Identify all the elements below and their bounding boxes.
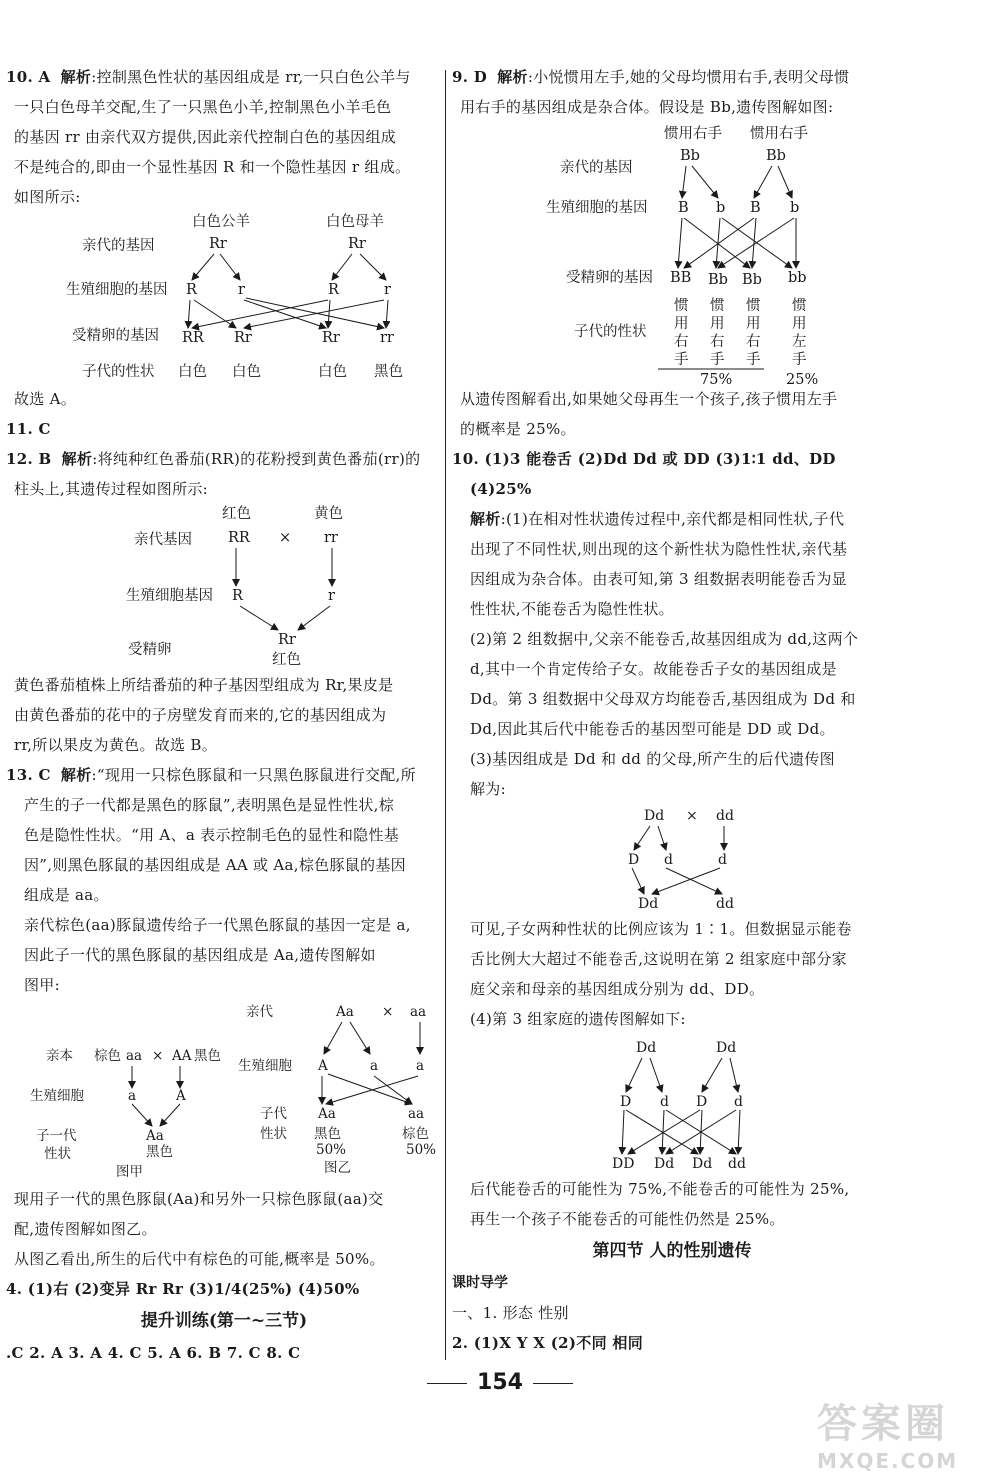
row-label: 生殖细胞	[238, 1058, 292, 1074]
zygote-trait: 红色	[272, 652, 301, 668]
text-line: 的基因 rr 由亲代双方提供,因此亲代控制白色的基因组成	[14, 128, 397, 146]
zygote-trait: 棕色	[402, 1126, 429, 1142]
figure-caption: 图乙	[324, 1160, 351, 1176]
zygote: dd	[728, 1156, 746, 1172]
left-column	[6, 62, 442, 1368]
gamete: A	[176, 1088, 186, 1104]
gamete: R	[186, 282, 197, 298]
parent1-genotype: Dd	[644, 808, 665, 824]
subsection-title: 课时导学	[452, 1275, 508, 1291]
text-line: 控制黑色性状的基因组成是 rr,一只白色公羊与	[96, 68, 411, 86]
text-line: (2)第 2 组数据中,父亲不能卷舌,故基因组成为 dd,这两个	[470, 630, 859, 648]
yellow-label: 黄色	[314, 506, 343, 522]
text-line: 庭父亲和母亲的基因组成分别为 dd、DD。	[470, 980, 765, 998]
parent2-genotype: AA	[172, 1048, 192, 1064]
tongue-rolling-diagram-2	[452, 1034, 892, 1174]
guinea-pig-diagrams	[6, 1000, 442, 1184]
text-line: (3)基因组成是 Dd 和 dd 的父母,所产生的后代遗传图	[470, 750, 835, 768]
answer-line: 2. (1)X Y X (2)不同 相同	[452, 1334, 644, 1352]
trait-column	[710, 297, 725, 368]
answer-row: .C 2. A 3. A 4. C 5. A 6. B 7. C 8. C	[6, 1344, 301, 1362]
text-line: 因此子一代的黑色豚鼠的基因组成是 Aa,遗传图解如	[24, 946, 376, 964]
zygote: Bb	[742, 272, 762, 288]
analysis-label: 解析	[61, 450, 93, 468]
analysis-label: 解析	[497, 68, 528, 86]
cross-arrows	[188, 254, 388, 328]
q13-line: 13. C 解析:“现用一只棕色豚鼠和一只黑色豚鼠进行交配,所	[6, 766, 416, 784]
row-label: 性状	[260, 1126, 287, 1142]
text-line: 如图所示:	[14, 188, 81, 206]
percent-label: 25%	[786, 372, 819, 384]
zygote: Rr	[322, 330, 340, 346]
parent2-trait: 黑色	[194, 1048, 221, 1064]
zygote-percent: 50%	[316, 1142, 347, 1158]
row-label: 亲代基因	[134, 532, 192, 548]
text-line: 解为:	[470, 780, 506, 798]
text-line: 柱头上,其遗传过程如图所示:	[14, 480, 209, 498]
answer-line: 一、1. 形态 性别	[452, 1304, 569, 1322]
cross-symbol: ×	[382, 1004, 394, 1020]
gamete: a	[416, 1058, 425, 1074]
text-line: 黄色番茄植株上所结番茄的种子基因型组成为 Rr,果皮是	[14, 676, 394, 694]
zygote: BB	[670, 270, 692, 286]
cross-symbol: ×	[279, 530, 292, 546]
row-label: 子代的性状	[82, 364, 155, 380]
cross-symbol: ×	[686, 808, 698, 824]
zygote: Rr	[278, 632, 296, 648]
trait: 黑色	[374, 364, 403, 380]
tomato-genetic-diagram	[6, 504, 442, 670]
text-line: 出现了不同性状,则出现的这个新性状为隐性性状,亲代基	[470, 540, 848, 558]
row-label: 亲代	[246, 1004, 273, 1020]
watermark-text: 答案圈	[817, 1401, 949, 1447]
parent1-genotype: Bb	[680, 148, 700, 164]
gamete: R	[328, 282, 339, 298]
text-line: 现用子一代的黑色豚鼠(Aa)和另外一只棕色豚鼠(aa)交	[14, 1190, 384, 1208]
gamete: A	[318, 1058, 328, 1074]
text-line: Dd。第 3 组数据中父母双方均能卷舌,基因组成为 Dd 和	[470, 690, 856, 708]
gamete: r	[328, 588, 335, 604]
zygote: DD	[612, 1156, 635, 1172]
text-line: 组成是 aa。	[24, 886, 109, 904]
parent1-trait: 棕色	[94, 1048, 121, 1064]
parent1-genotype: aa	[126, 1048, 143, 1064]
zygote: RR	[182, 330, 204, 346]
female-label: 白色母羊	[326, 214, 384, 230]
trait-char: 手	[674, 352, 689, 368]
q11-answer: 11. C	[6, 420, 51, 438]
text-line: “现用一只棕色豚鼠和一只黑色豚鼠进行交配,所	[96, 766, 416, 784]
text-line: 一只白色母羊交配,生了一只黑色小羊,控制黑色小羊毛色	[14, 98, 392, 116]
cross-arrows	[632, 826, 724, 894]
cross-arrows	[132, 1066, 180, 1126]
text-line: 因组成为杂合体。由表可知,第 3 组数据表明能卷舌为显	[470, 570, 847, 588]
text-line: Dd,因此其后代中能卷舌的基因型可能是 DD 或 Dd。	[470, 720, 835, 738]
q10-analysis-line	[452, 504, 892, 534]
parent1-genotype: Aa	[336, 1004, 354, 1020]
trait-char: 右	[710, 334, 725, 350]
row-label: 性状	[44, 1146, 71, 1162]
text-line: 小悦惯用左手,她的父母均惯用右手,表明父母惯	[533, 68, 850, 86]
gamete: d	[664, 852, 673, 868]
trait-column	[792, 297, 807, 368]
gamete: d	[660, 1094, 669, 1110]
gamete: d	[718, 852, 727, 868]
zygote: rr	[380, 330, 394, 346]
row-label: 亲代的基因	[560, 160, 633, 176]
parent1-genotype: Rr	[209, 236, 227, 252]
text-line: 色是隐性性状。“用 A、a 表示控制毛色的显性和隐性基	[24, 826, 400, 844]
gamete: d	[734, 1094, 743, 1110]
q10-head: 10. A	[6, 68, 51, 86]
row-label: 子代	[260, 1106, 287, 1122]
text-line: 由黄色番茄的花中的子房壁发育而来的,它的基因组成为	[14, 706, 387, 724]
text-line: 性性状,不能卷舌为隐性性状。	[470, 600, 674, 618]
q13-head: 13. C	[6, 766, 51, 784]
parent2-genotype: Dd	[716, 1040, 737, 1056]
right-column	[452, 62, 892, 1358]
zygote: Bb	[708, 272, 728, 288]
row-label: 受精卵	[128, 642, 172, 658]
q10-answer-cont: (4)25%	[470, 480, 532, 498]
zygote: Dd	[692, 1156, 713, 1172]
gamete: D	[628, 852, 640, 868]
zygote-trait: 黑色	[314, 1126, 341, 1142]
zygote: Dd	[654, 1156, 675, 1172]
gamete: R	[232, 588, 243, 604]
trait-char: 用	[674, 316, 689, 332]
row-label: 受精卵的基因	[566, 270, 653, 286]
q12-head: 12. B	[6, 450, 52, 468]
watermark-logo	[817, 1392, 982, 1473]
zygote: bb	[788, 270, 807, 286]
trait-char: 用	[746, 316, 761, 332]
text-line: :(1)在相对性状遗传过程中,亲代都是相同性状,子代	[500, 510, 845, 528]
text-line: 故选 A。	[14, 390, 77, 408]
page-number: 154	[0, 1370, 1000, 1395]
text-line: 配,遗传图解如图乙。	[14, 1220, 157, 1238]
zygote-percent: 50%	[406, 1142, 437, 1158]
trait: 白色	[232, 364, 261, 380]
gamete: b	[790, 200, 800, 216]
section-title: 第四节 人的性别遗传	[592, 1241, 752, 1261]
text-line: 图甲:	[24, 976, 60, 994]
text-line: 产生的子一代都是黑色的豚鼠”,表明黑色是显性性状,棕	[24, 796, 395, 814]
q9-line: 9. D 解析:小悦惯用左手,她的父母均惯用右手,表明父母惯	[452, 68, 850, 86]
trait-char: 用	[792, 316, 807, 332]
q10-line: 10. A 解析:控制黑色性状的基因组成是 rr,一只白色公羊与	[6, 68, 411, 86]
text-line: 因”,则黑色豚鼠的基因组成是 AA 或 Aa,棕色豚鼠的基因	[24, 856, 406, 874]
percent-label: 75%	[700, 372, 733, 384]
gamete: r	[384, 282, 391, 298]
text-line: rr,所以果皮为黄色。故选 B。	[14, 736, 218, 754]
red-label: 红色	[222, 506, 251, 522]
gamete: B	[678, 200, 689, 216]
zygote: dd	[716, 896, 734, 912]
text-line: 再生一个孩子不能卷舌的可能性仍然是 25%。	[470, 1210, 785, 1228]
trait-char: 惯	[792, 298, 807, 314]
row-label: 生殖细胞	[30, 1088, 84, 1104]
gamete: B	[750, 200, 761, 216]
gamete: b	[716, 200, 726, 216]
text-line: d,其中一个肯定传给子女。故能卷舌子女的基因组成是	[470, 660, 837, 678]
watermark-url: MXQE.COM	[817, 1449, 959, 1473]
q4-answer: 4. (1)右 (2)变异 Rr Rr (3)1/4(25%) (4)50%	[6, 1280, 360, 1298]
trait-char: 手	[792, 352, 807, 368]
handedness-genetic-diagram	[452, 122, 892, 384]
trait-char: 惯	[710, 298, 725, 314]
row-label: 亲代的基因	[82, 238, 155, 254]
zygote: aa	[408, 1106, 425, 1122]
trait-char: 惯	[674, 298, 689, 314]
trait-char: 用	[710, 316, 725, 332]
text-line: 从遗传图解看出,如果她父母再生一个孩子,孩子惯用左手	[460, 390, 838, 408]
gamete: r	[238, 282, 245, 298]
zygote: Rr	[234, 330, 252, 346]
zygote: Aa	[318, 1106, 336, 1122]
gamete: a	[370, 1058, 379, 1074]
gamete: D	[696, 1094, 708, 1110]
row-label: 亲本	[46, 1048, 73, 1064]
parent2-genotype: dd	[716, 808, 734, 824]
trait-char: 惯	[746, 298, 761, 314]
trait-column	[674, 297, 689, 368]
analysis-label: 解析	[60, 766, 92, 784]
cross-arrows	[678, 166, 796, 268]
text-line: 后代能卷舌的可能性为 75%,不能卷舌的可能性为 25%,	[470, 1180, 850, 1198]
row-label: 子一代	[36, 1128, 77, 1144]
parent2-trait: 惯用右手	[750, 126, 808, 142]
row-label: 子代的性状	[574, 324, 647, 340]
zygote: Aa	[146, 1128, 164, 1144]
zygote-trait: 黑色	[146, 1144, 173, 1160]
trait-char: 右	[746, 334, 761, 350]
gamete: a	[128, 1088, 137, 1104]
q10-answer: 10. (1)3 能卷舌 (2)Dd Dd 或 DD (3)1∶1 dd、DD	[452, 450, 836, 468]
column-divider	[445, 70, 446, 1360]
trait: 白色	[318, 364, 347, 380]
row-label: 生殖细胞的基因	[546, 200, 648, 216]
gamete: D	[620, 1094, 632, 1110]
text-line: 不是纯合的,即由一个显性基因 R 和一个隐性基因 r 组成。	[14, 158, 411, 176]
analysis-label: 解析	[470, 510, 501, 528]
trait-char: 手	[710, 352, 725, 368]
parent1-genotype: RR	[228, 530, 250, 546]
male-label: 白色公羊	[192, 214, 250, 230]
cross-symbol: ×	[152, 1048, 164, 1064]
text-line: 将纯种红色番茄(RR)的花粉授到黄色番茄(rr)的	[97, 450, 421, 468]
text-line: 的概率是 25%。	[460, 420, 576, 438]
cross-arrows	[236, 548, 332, 630]
q12-line: 12. B 解析:将纯种红色番茄(RR)的花粉授到黄色番茄(rr)的	[6, 450, 421, 468]
row-label: 生殖细胞基因	[126, 588, 213, 604]
text-line: 可见,子女两种性状的比例应该为 1∶1。但数据显示能卷	[470, 920, 852, 938]
figure-caption: 图甲	[116, 1164, 143, 1180]
trait-char: 右	[674, 334, 689, 350]
q9-head: 9. D	[452, 68, 488, 86]
section-title: 提升训练(第一~三节)	[140, 1311, 308, 1331]
text-line: 从图乙看出,所生的后代中有棕色的可能,概率是 50%。	[14, 1250, 385, 1268]
trait-char: 左	[792, 334, 807, 350]
row-label: 受精卵的基因	[72, 328, 159, 344]
parent2-genotype: Rr	[348, 236, 366, 252]
parent1-genotype: Dd	[636, 1040, 657, 1056]
parent1-trait: 惯用右手	[664, 126, 722, 142]
text-line: 舌比例大大超过不能卷舌,这说明在第 2 组家庭中部分家	[470, 950, 847, 968]
analysis-label: 解析	[60, 68, 92, 86]
text-line: (4)第 3 组家庭的遗传图解如下:	[470, 1010, 686, 1028]
sheep-genetic-diagram	[6, 212, 442, 384]
tongue-rolling-diagram-1	[452, 804, 892, 914]
zygote: Dd	[638, 896, 659, 912]
parent2-genotype: Bb	[766, 148, 786, 164]
parent2-genotype: aa	[410, 1004, 427, 1020]
text-line: 亲代棕色(aa)豚鼠遗传给子一代黑色豚鼠的基因一定是 a,	[24, 916, 411, 934]
parent2-genotype: rr	[324, 530, 338, 546]
row-label: 生殖细胞的基因	[66, 282, 168, 298]
trait-column	[746, 297, 761, 368]
trait-char: 手	[746, 352, 761, 368]
cross-arrows	[622, 1058, 740, 1154]
text-line: 用右手的基因组成是杂合体。假设是 Bb,遗传图解如图:	[460, 98, 834, 116]
trait: 白色	[178, 364, 207, 380]
